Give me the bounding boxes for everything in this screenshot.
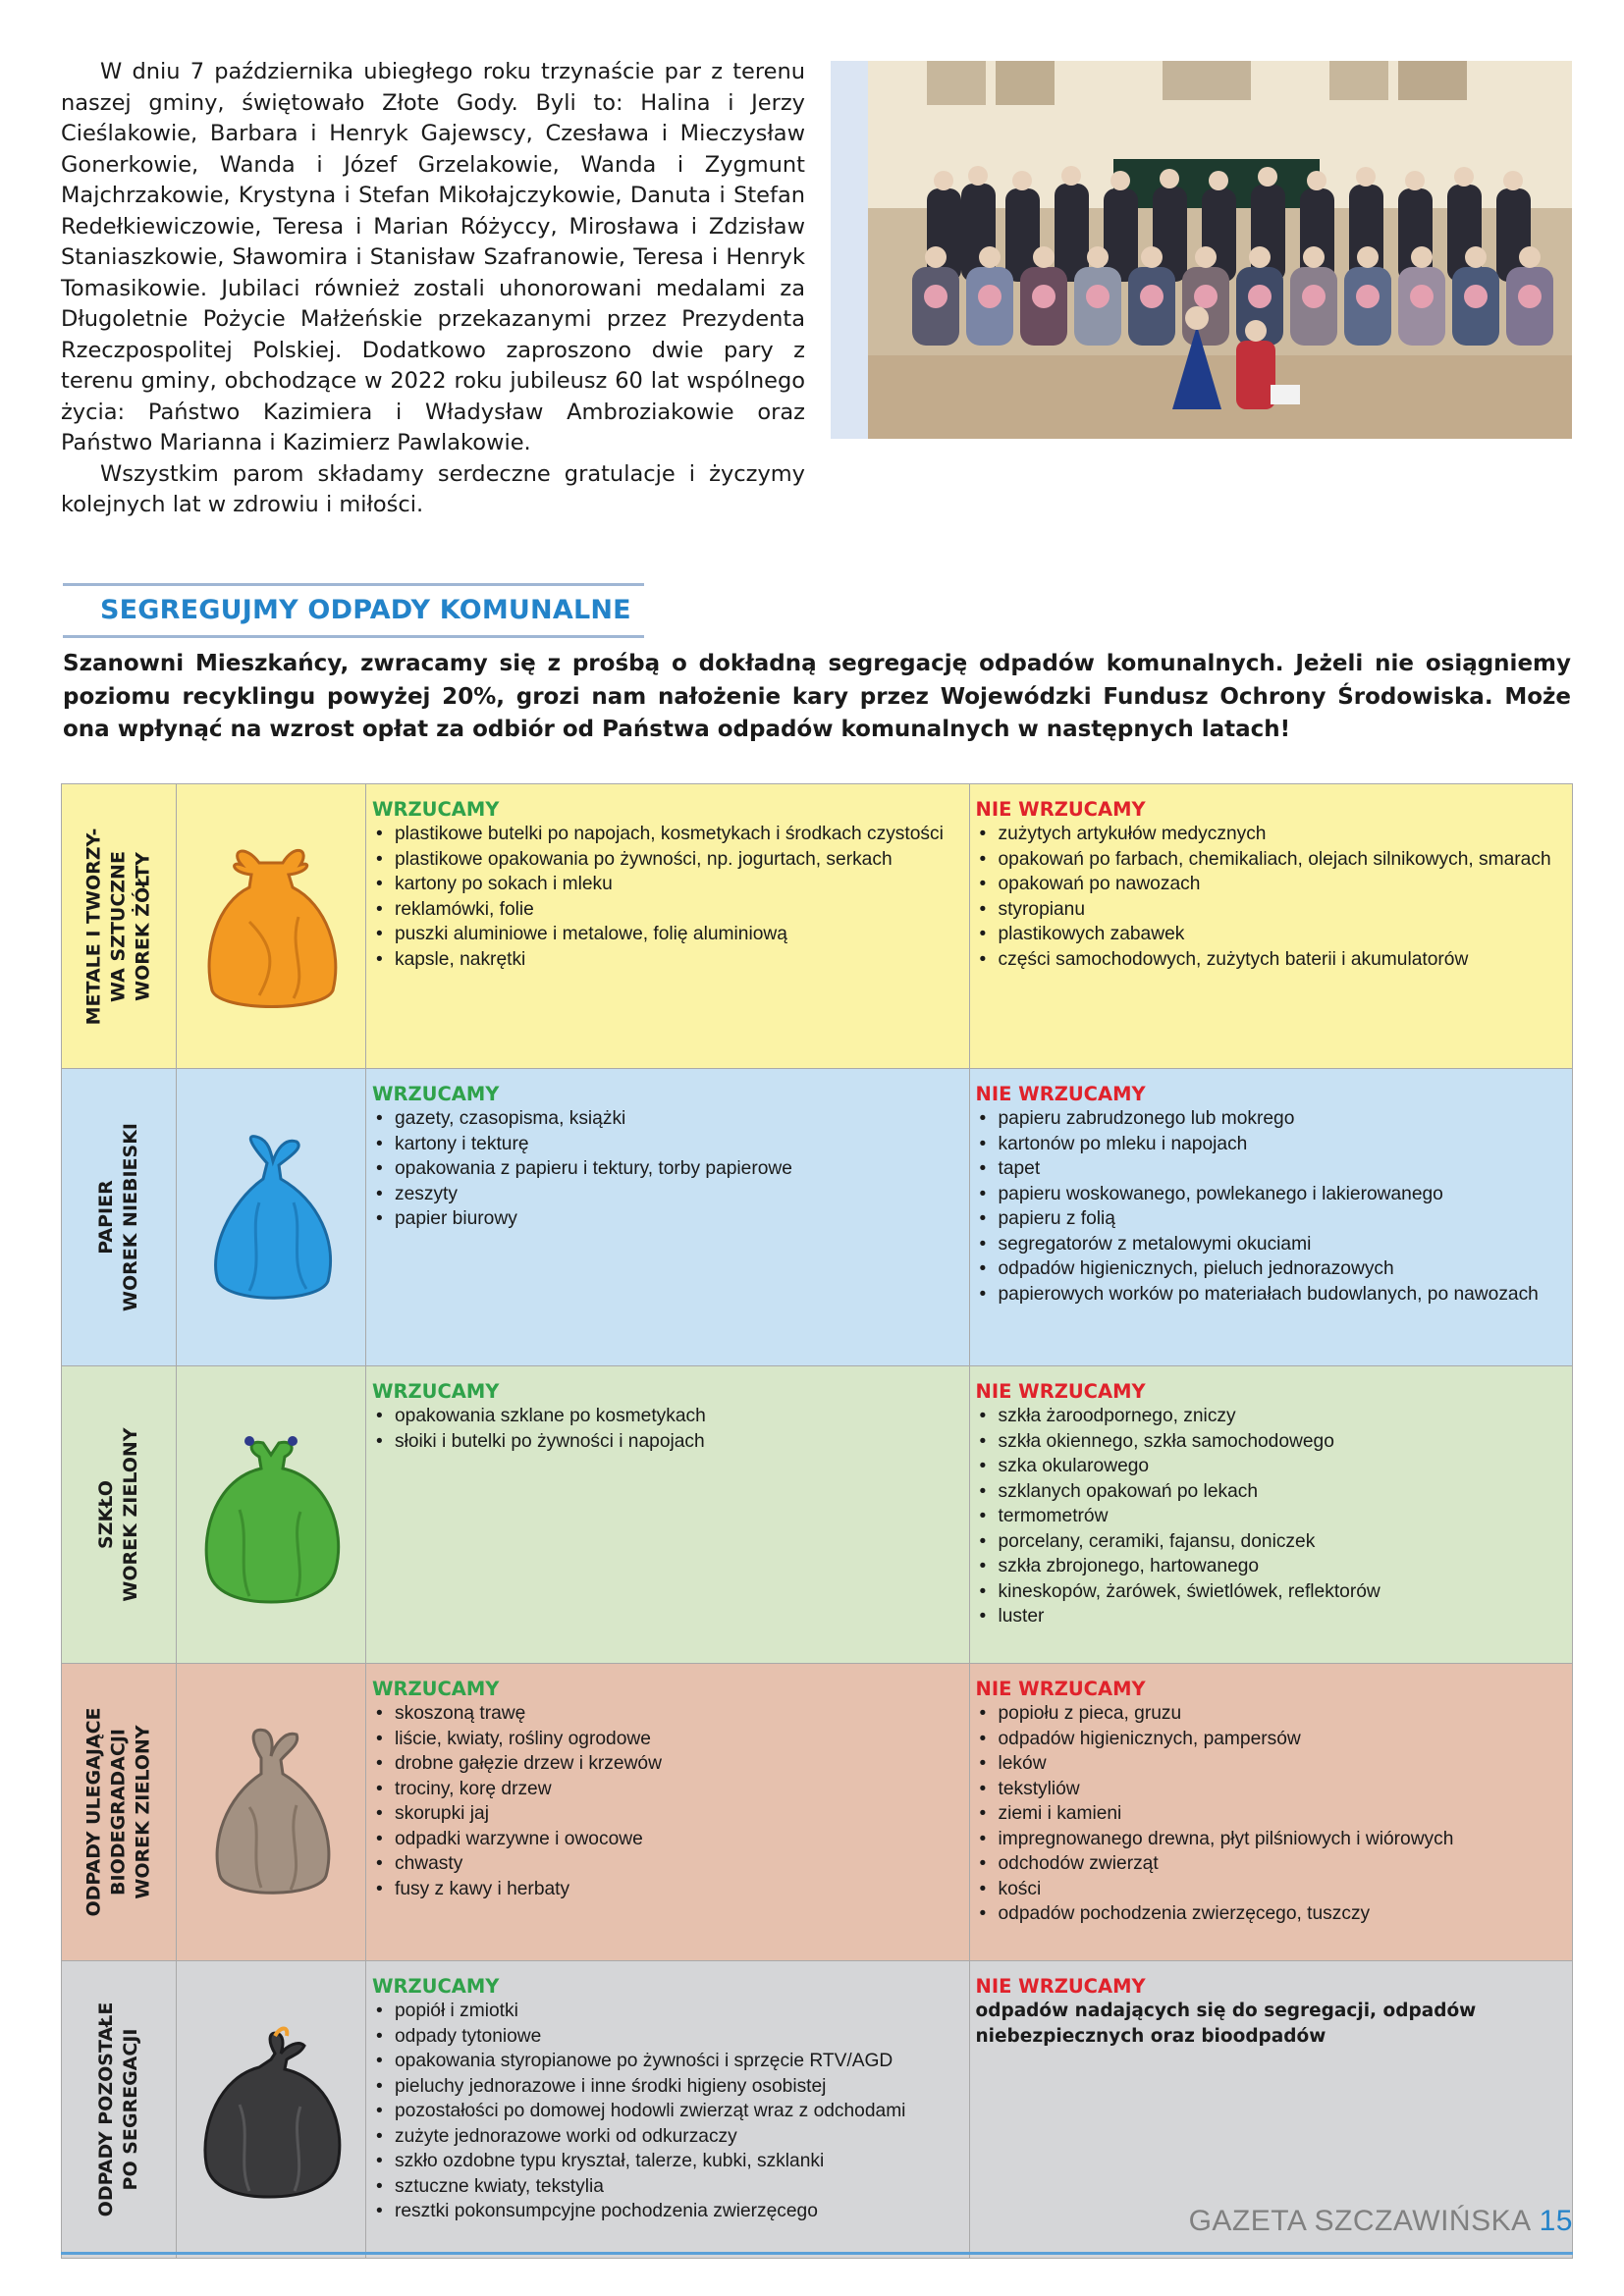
list-item: • pieluchy jednorazowe i inne środki higieny osobistej [372,2074,963,2100]
list-item: • kapsle, nakrętki [372,947,963,973]
waste-row-biodegradable [62,1664,1573,1961]
article-paragraph: Wszystkim parom składamy serdeczne gratulacje i życzymy kolejnych lat w zdrowiu i miłości. [61,460,805,517]
list-item: • termometrów [976,1504,1567,1529]
list-item: • odpadów pochodzenia zwierzęcego, tuszczy [976,1901,1567,1927]
no-list-cell [969,784,1573,1069]
bag-image-cell [177,1069,366,1366]
list-item: • popiołu z pieca, gruzu [976,1701,1567,1727]
list-item: • opakowania szklane po kosmetykach [372,1404,963,1429]
yes-items-list [372,1404,963,1454]
yes-list-cell [366,1366,970,1664]
list-item: • szkła zbrojonego, hartowanego [976,1554,1567,1579]
list-item: • gazety, czasopisma, książki [372,1106,963,1132]
bag-image-cell [177,1961,366,2259]
yes-heading: WRZUCAMY [372,798,500,821]
green-bag-icon [190,1421,352,1608]
list-item: • porcelany, ceramiki, fajansu, doniczek [976,1529,1567,1555]
list-item: • segregatorów z metalowymi okuciami [976,1232,1567,1257]
waste-row-paper [62,1069,1573,1366]
list-item: • zużytych artykułów medycznych [976,822,1567,847]
list-item: • słoiki i butelki po żywności i napojach [372,1429,963,1455]
list-item: • odpady tytoniowe [372,2024,963,2050]
article-paragraph: W dniu 7 października ubiegłego roku trzynaście par z terenu naszej gminy, świętowało Złote Gody. Byli to: Halina i Jerzy Cieślakowie, Barbara i Henryk Gajewscy, Czesława i Mieczysław Gonerkowie, Wanda i Józef Grzelakowie, Wanda i Zygmunt Majchrzakowie, Krystyna i Stefan Mikołajczykowie, Danuta i Stefan Redełkiewiczowie, Teresa i Marian Różyccy, Mirosława i Zdzisław Staniaszkowie, Sławomira i Stanisław Szafranowie, Teresa i Henryk Tomasikowie. Jubilaci również zostali uhonorowani medalami za Długoletnie Pożycie Małżeńskie przekazanymi przez Prezydenta Rzeczpospolitej Polskiej. Dodatkowo zaproszono dwie pary z terenu gminy, obchodzące w 2022 roku jubileusz 60 lat wspólnego życia: Państwo Kazimiera i Władysław Ambroziakowie oraz Państwo Marianna i Kazimierz Pawlakowie. [61,59,805,455]
yes-list-cell [366,1664,970,1961]
list-item: • zużyte jednorazowe worki od odkurzaczy [372,2124,963,2150]
list-item: • reklamówki, folie [372,897,963,923]
category-cell [62,1069,177,1366]
list-item: • styropianu [976,897,1567,923]
list-item: • opakowań po farbach, chemikaliach, olejach silnikowych, smarach [976,847,1567,873]
yes-list-cell [366,1961,970,2259]
list-item: • szkła żaroodpornego, zniczy [976,1404,1567,1429]
list-item: • zeszyty [372,1182,963,1207]
list-item: • papierowych worków po materiałach budowlanych, po nawozach [976,1282,1567,1308]
yes-items-list [372,1106,963,1232]
no-heading: NIE WRZUCAMY [975,798,1146,821]
list-item: • odchodów zwierząt [976,1851,1567,1877]
section-heading-text: SEGREGUJMY ODPADY KOMUNALNE [100,595,631,625]
category-label: ODPADY POZOSTAŁE PO SEGREGACJI [95,2002,141,2217]
category-label: PAPIER WOREK NIEBIESKI [95,1122,141,1312]
section-heading-bar [63,583,644,638]
bag-image-cell [177,1664,366,1961]
list-item: • kartony po sokach i mleku [372,872,963,897]
yes-items-list [372,1999,963,2224]
golden-jubilee-group-photo [831,61,1572,439]
list-item: • fusy z kawy i herbaty [372,1877,963,1902]
yes-heading: WRZUCAMY [372,1380,500,1403]
list-item: • impregnowanego drewna, płyt pilśniowych i wiórowych [976,1827,1567,1852]
list-item: • kości [976,1877,1567,1902]
list-item: • papieru zabrudzonego lub mokrego [976,1106,1567,1132]
list-item: • części samochodowych, zużytych baterii i akumulatorów [976,947,1567,973]
no-items-list [976,1404,1567,1629]
bag-image-cell [177,1366,366,1664]
no-list-cell [969,1069,1573,1366]
yellow-bag-icon [190,833,352,1020]
list-item: • szklanych opakowań po lekach [976,1479,1567,1505]
list-item: • kartonów po mleku i napojach [976,1132,1567,1157]
black-bag-icon [190,2016,352,2203]
list-item: • puszki aluminiowe i metalowe, folię aluminiową [372,922,963,947]
no-items-list [976,822,1567,972]
page-number: 15 [1539,2205,1573,2237]
category-label: METALE I TWORZY- WA SZTUCZNE WOREK ŻÓŁTY [82,828,154,1025]
yes-heading: WRZUCAMY [372,1975,500,1998]
category-label: ODPADY ULEGAJĄCE BIODEGRADACJI WOREK ZIELONY [82,1707,154,1917]
list-item: • opakowań po nawozach [976,872,1567,897]
category-cell [62,784,177,1069]
no-list-cell [969,1664,1573,1961]
no-list-cell [969,1366,1573,1664]
list-item: • tekstyliów [976,1777,1567,1802]
no-heading: NIE WRZUCAMY [975,1380,1146,1403]
list-item: • resztki pokonsumpcyjne pochodzenia zwierzęcego [372,2199,963,2224]
list-item: • chwasty [372,1851,963,1877]
list-item: • szkło ozdobne typu kryształ, talerze, kubki, szklanki [372,2149,963,2174]
list-item: • kineskopów, żarówek, świetlówek, reflektorów [976,1579,1567,1605]
list-item: • pozostałości po domowej hodowli zwierząt wraz z odchodami [372,2099,963,2124]
list-item: • ziemi i kamieni [976,1801,1567,1827]
yes-list-cell [366,1069,970,1366]
article-text [61,57,805,521]
waste-row-metals-plastics [62,784,1573,1069]
list-item: • trociny, korę drzew [372,1777,963,1802]
list-item: • papieru z folią [976,1206,1567,1232]
bag-image-cell [177,784,366,1069]
yes-list-cell [366,784,970,1069]
category-label: SZKŁO WOREK ZIELONY [95,1427,141,1602]
no-items-list [976,1106,1567,1307]
list-item: • kartony i tekturę [372,1132,963,1157]
list-item: • szka okularowego [976,1454,1567,1479]
brown-bag-icon [190,1719,352,1905]
no-heading: NIE WRZUCAMY [975,1083,1146,1105]
list-item: • plastikowe opakowania po żywności, np. jogurtach, serkach [372,847,963,873]
no-heading: NIE WRZUCAMY [975,1975,1146,1998]
category-cell [62,1366,177,1664]
yes-items-list [372,822,963,972]
intro-paragraph: Szanowni Mieszkańcy, zwracamy się z prośbą o dokładną segregację odpadów komunalnych. Jeżeli nie osiągniemy poziomu recyklingu powyżej 20%, grozi nam nałożenie kary przez Wojewódzki Fundusz Ochrony Środowiska. Może ona wpłynąć na wzrost opłat za odbiór od Państwa odpadów komunalnych w następnych latach! [63,651,1571,742]
no-items-list [976,1701,1567,1927]
waste-row-glass [62,1366,1573,1664]
blue-bag-icon [190,1124,352,1310]
list-item: • skoszoną trawę [372,1701,963,1727]
list-item: • opakowania styropianowe po żywności i sprzęcie RTV/AGD [372,2049,963,2074]
list-item: • drobne gałęzie drzew i krzewów [372,1751,963,1777]
yes-heading: WRZUCAMY [372,1083,500,1105]
yes-heading: WRZUCAMY [372,1678,500,1700]
list-item: • opakowania z papieru i tektury, torby papierowe [372,1156,963,1182]
footer-rule [61,2252,1573,2255]
list-item: • luster [976,1604,1567,1629]
category-cell [62,1961,177,2259]
list-item: • popiół i zmiotki [372,1999,963,2024]
list-item: • plastikowe butelki po napojach, kosmetykach i środkach czystości [372,822,963,847]
list-item: • papier biurowy [372,1206,963,1232]
list-item: • tapet [976,1156,1567,1182]
no-note: odpadów nadających się do segregacji, odpadów niebezpiecznych oraz bioodpadów [975,2001,1477,2047]
list-item: • odpadów higienicznych, pampersów [976,1727,1567,1752]
list-item: • liście, kwiaty, rośliny ogrodowe [372,1727,963,1752]
list-item: • papieru woskowanego, powlekanego i lakierowanego [976,1182,1567,1207]
category-cell [62,1664,177,1961]
list-item: • odpadki warzywne i owocowe [372,1827,963,1852]
list-item: • szkła okiennego, szkła samochodowego [976,1429,1567,1455]
list-item: • leków [976,1751,1567,1777]
list-item: • sztuczne kwiaty, tekstylia [372,2174,963,2200]
waste-segregation-table [61,783,1573,2259]
group-photo-image [868,61,1572,439]
page-footer [1189,2205,1573,2238]
list-item: • plastikowych zabawek [976,922,1567,947]
list-item: • odpadów higienicznych, pieluch jednorazowych [976,1256,1567,1282]
list-item: • skorupki jaj [372,1801,963,1827]
publication-name: GAZETA SZCZAWIŃSKA [1188,2205,1532,2237]
yes-items-list [372,1701,963,1901]
no-heading: NIE WRZUCAMY [975,1678,1146,1700]
